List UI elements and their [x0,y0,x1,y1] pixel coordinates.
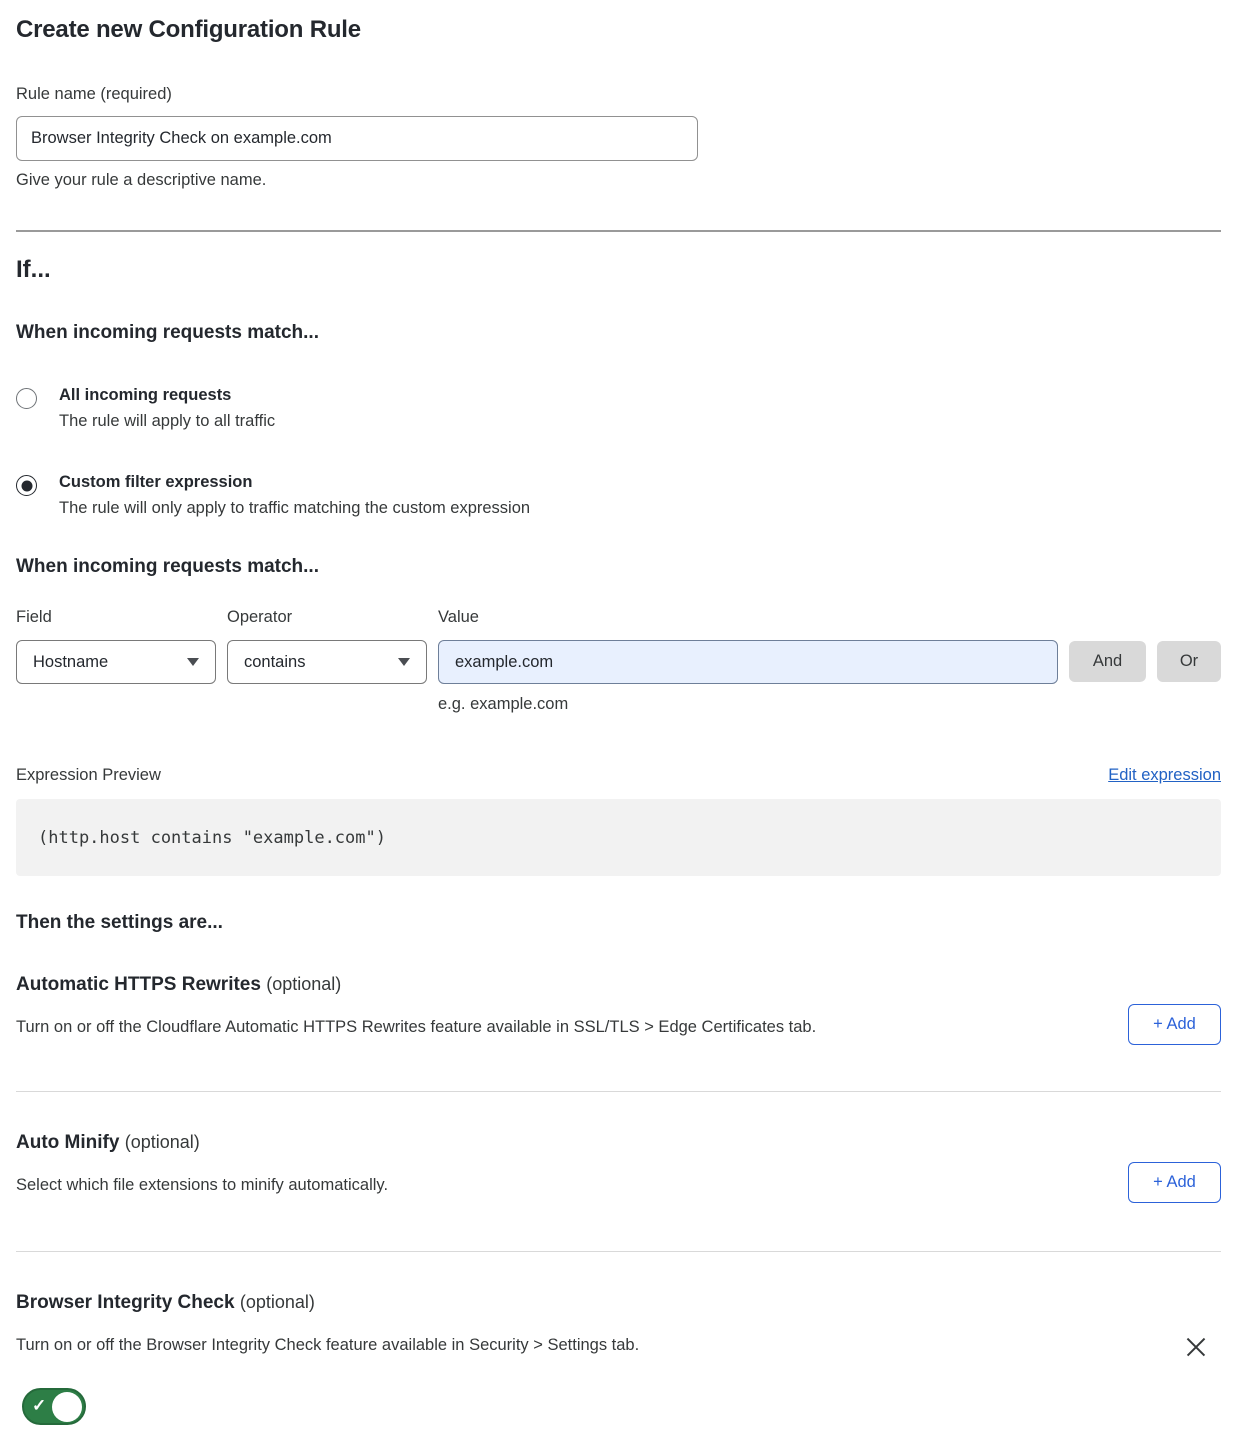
radio-option-all-incoming[interactable] [16,386,1221,431]
expression-builder-row [16,640,1221,684]
setting-title-row [16,974,1221,996]
setting-title-row [16,1132,1221,1154]
radio-option-custom-filter[interactable] [16,473,1221,518]
then-settings-heading: Then the settings are... [16,912,223,933]
operator-label: Operator [227,608,293,626]
radio-option-texts [59,473,530,518]
edit-expression-link[interactable]: Edit expression [1108,766,1221,784]
rule-name-input[interactable] [16,116,698,161]
setting-description: Turn on or off the Browser Integrity Check feature available in Security > Settings tab. [16,1336,640,1354]
if-heading: If... [16,256,51,283]
add-automatic-https-rewrites-button[interactable]: + Add [1128,1004,1221,1045]
setting-divider [16,1251,1221,1252]
expression-code-text: (http.host contains "example.com") [38,827,386,848]
check-icon: ✓ [32,1396,47,1415]
setting-optional-tag: (optional) [124,1132,200,1152]
setting-title: Automatic HTTPS Rewrites [16,974,261,995]
operator-select[interactable] [227,640,427,684]
setting-divider [16,1091,1221,1092]
field-select[interactable] [16,640,216,684]
expression-builder-heading: When incoming requests match... [16,556,319,577]
expression-builder-labels [16,608,1221,627]
chevron-down-icon [398,658,410,666]
chevron-down-icon [187,658,199,666]
setting-description: Select which file extensions to minify automatically. [16,1176,389,1194]
setting-description: Turn on or off the Cloudflare Automatic HTTPS Rewrites feature available in SSL/TLS > Edge Certificates tab. [16,1018,817,1036]
add-auto-minify-button[interactable]: + Add [1128,1162,1221,1203]
setting-optional-tag: (optional) [266,974,342,994]
close-icon[interactable] [1185,1336,1207,1358]
expression-preview-label: Expression Preview [16,766,161,784]
radio-option-texts [59,386,275,431]
rule-name-label: Rule name (required) [16,85,172,103]
operator-select-value: contains [244,652,306,671]
value-help-text: e.g. example.com [438,695,569,713]
match-type-heading: When incoming requests match... [16,322,319,343]
rule-name-help: Give your rule a descriptive name. [16,171,267,189]
radio-button-selected[interactable] [16,475,37,496]
setting-title-row [16,1292,1221,1314]
create-configuration-rule-form [16,0,1221,1430]
setting-title: Browser Integrity Check [16,1292,235,1313]
value-label: Value [438,608,479,626]
radio-option-description: The rule will only apply to traffic matching the custom expression [59,499,531,517]
page-title: Create new Configuration Rule [16,16,361,43]
setting-automatic-https-rewrites [16,974,1221,1092]
field-label: Field [16,608,52,626]
radio-button-unselected[interactable] [16,388,37,409]
setting-optional-tag: (optional) [239,1292,315,1312]
or-button[interactable]: Or [1157,641,1221,682]
value-input[interactable] [438,640,1058,684]
radio-option-label: Custom filter expression [59,473,253,491]
and-button[interactable]: And [1069,641,1146,682]
toggle-knob [52,1392,82,1422]
expression-preview-code [16,799,1221,876]
setting-title: Auto Minify [16,1132,120,1153]
radio-option-label: All incoming requests [59,386,232,404]
section-divider [16,230,1221,232]
expression-preview-header [16,766,1221,785]
field-select-value: Hostname [33,652,109,671]
setting-browser-integrity-check [16,1292,1221,1430]
radio-option-description: The rule will apply to all traffic [59,412,276,430]
setting-auto-minify [16,1132,1221,1252]
browser-integrity-check-toggle[interactable] [22,1388,86,1425]
